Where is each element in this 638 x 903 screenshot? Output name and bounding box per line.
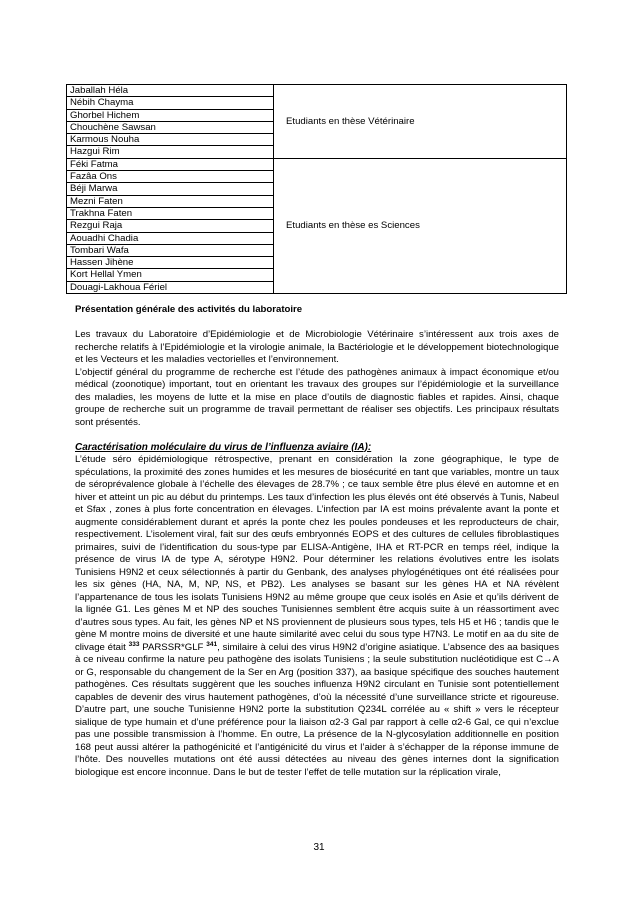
- member-name: Fazâa Ons: [67, 171, 274, 183]
- member-name: Chouchène Sawsan: [67, 121, 274, 133]
- body-text-part-1: L’étude séro épidémiologique rétrospective, prenant en considération la zone géographique, le type de spéculations, la proximité des zones humides et les mesures de biosécurité en tant que variables, montre un taux de séroprévalence globale à l’échelle des élevages de 28.7% ; ce taux semble être plus élevé en automne et en hiver et atteint un pic au début du printemps. Les taux d’infection les plus élevés ont été observés à Tunis, Nabeul et Sfax , zones à plus forte concentration en élevages. L’infection par IA est moins prévalente avant la ponte et augmente considérablement durant et aprés la ponte chez les poules pondeuses et les reproducteurs de chair, respectivement. L’isolement viral, fait sur des œufs embryonnés EOPS et des cultures de cellules fibroblastiques primaires, suivi de l’identification du sous-type par ELISA-Antigène, IHA et RT-PCR en temps réel, indique la présence de virus IA de type A, sérotype H9N2. Pour déterminer les relations évolutives entre les isolats Tunisiens H9N2 et ceux sélectionnés à partir du Genbank, des analyses phylogénétiques ont été réalisées pour les six gènes (HA, NA, M, NP, NS, et PB2). Les analyses se basant sur les gènes HA et NA révèlent l’appartenance de tous les isolats Tunisiens H9N2 au même groupe que ceux isolés en Asie et qu’ils dérivent de la lignée G1. Les gènes M et NP des souches Tunisiennes semblent être acquis suite à un réassortiment avec d’autres sous types. Au fait, les gènes NP et NS proviennent de plusieurs sous types, tels H5 et H6 ; tandis que le gène M montre moins de diversité et une haute similarité avec celui du sous type H7N3. Le motif en aa du site de clivage était: [75, 454, 559, 653]
- cleavage-end-position: 341: [206, 640, 218, 648]
- member-name: Jaballah Héla: [67, 85, 274, 97]
- table-row: [67, 158, 567, 170]
- table-row: [67, 85, 567, 97]
- member-name: Rezgui Raja: [67, 220, 274, 232]
- member-name: Féki Fatma: [67, 158, 274, 170]
- member-name: Nébih Chayma: [67, 97, 274, 109]
- member-name: Tombari Wafa: [67, 244, 274, 256]
- member-group-label: Etudiants en thèse Vétérinaire: [274, 85, 567, 159]
- section-heading: Présentation générale des activités du laboratoire: [75, 304, 303, 315]
- member-name: Hazgui Rim: [67, 146, 274, 158]
- content-section: [75, 304, 559, 779]
- member-name: Béji Marwa: [67, 183, 274, 195]
- member-name: Trakhna Faten: [67, 207, 274, 219]
- cleavage-motif: PARSSR*GLF: [139, 641, 207, 653]
- members-table-body: [67, 85, 567, 294]
- member-name: Kort Hellal Ymen: [67, 269, 274, 281]
- member-name: Ghorbel Hichem: [67, 109, 274, 121]
- subsection-heading: Caractérisation moléculaire du virus de l’influenza aviaire (IA):: [75, 441, 372, 453]
- member-name: Hassen Jihène: [67, 257, 274, 269]
- paragraph-gap: [75, 429, 559, 442]
- page-number: 31: [313, 842, 325, 853]
- member-group-label: Etudiants en thèse es Sciences: [274, 158, 567, 293]
- member-name: Douagi-Lakhoua Fériel: [67, 281, 274, 293]
- member-name: Aouadhi Chadia: [67, 232, 274, 244]
- member-name: Karmous Nouha: [67, 134, 274, 146]
- members-table: [66, 84, 567, 294]
- intro-paragraph-2: L’objectif général du programme de recherche est l’étude des pathogènes animaux à impact économique et/ou médical (zoonotique) important, tout en orientant les travaux des groupes sur l’épidémiologie et la surveillance des maladies, les moyens de lutte et la mise en place d’outils de diagnostic fiables et rapides. Ainsi, chaque groupe de recherche suit un programme de travail permettant de réaliser ses objectifs. Les principaux résultats sont présentés.: [75, 366, 559, 428]
- body-paragraph: [75, 454, 559, 779]
- cleavage-start-position: 333: [128, 640, 140, 648]
- intro-paragraph-1: Les travaux du Laboratoire d’Epidémiologie et de Microbiologie Vétérinaire s’intéressent aux trois axes de recherche relatifs à l’Epidémiologie et la virologie animale, la Bactériologie et le développement biotechnologique et les Vecteurs et les maladies vectorielles et l’environnement.: [75, 329, 559, 365]
- body-text-part-2: , similaire à celui des virus H9N2 d’origine asiatique. L’absence des aa basiques à ce niveau confirme la nature peu pathogène des isolats Tunisiens ; la seule substitution nucléotidique est C→A or G, responsable du changement de la Ser en Arg (position 337), aa basique spécifique des souches hautement pathogènes. Ces résultats suggèrent que les souches influenza H9N2 circulant en Tunisie sont potentiellement capables de devenir des virus hautement pathogènes, d’où la nécessité d’une surveillance stricte et rigoureuse. D’autre part, une souche Tunisienne H9N2 porte la substitution Q234L corrélée au « shift » vers le récepteur sialique de type humain et d’une préférence pour la liaison α2-3 Gal par rapport à celle α2-6 Gal, ce qui n’exclue pas une possible transmission à l’homme. En outre, La présence de la N-glycosylation additionnelle en position 168 peut aussi altérer la pathogénicité et l’antigénicité du virus et l’aider à s’échapper de la réponse immune de l’hôte. Des nouvelles mutations ont été aussi détectées au niveau des gènes internes dont la signification biologique est encore inconnue. Dans le but de tester l’effet de telle mutation sur la réplication virale,: [75, 641, 559, 778]
- member-name: Mezni Faten: [67, 195, 274, 207]
